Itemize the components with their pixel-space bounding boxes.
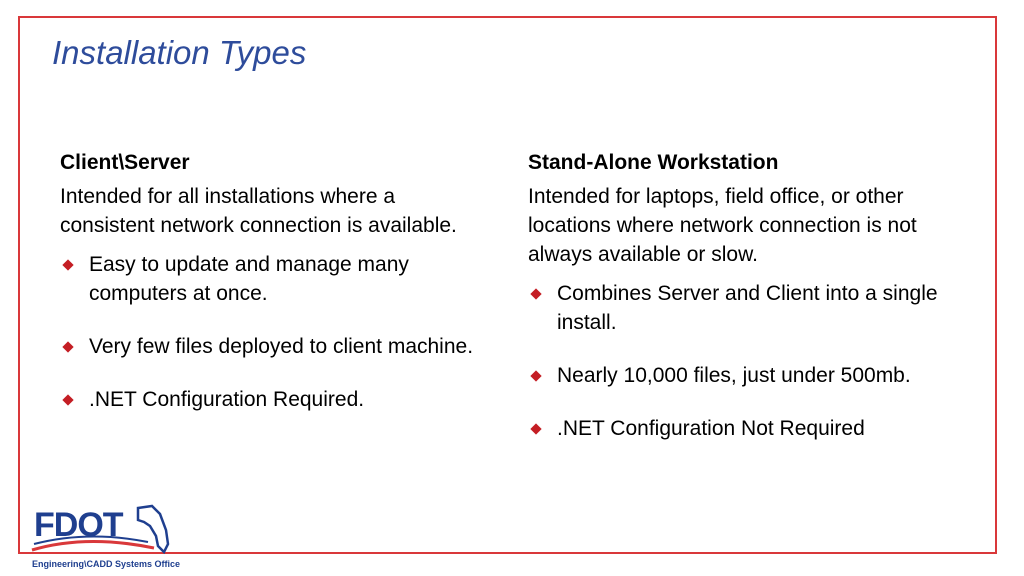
stand-alone-description: Intended for laptops, field office, or other locations where network connection is not always available or slow. [528,185,917,266]
slide-title: Installation Types [52,34,307,71]
bullet-text: Very few files deployed to client machine. [89,335,474,358]
bullet-text: Nearly 10,000 files, just under 500mb. [557,364,911,387]
list-item [528,414,968,443]
diamond-bullet-icon [62,341,73,352]
bullet-text: .NET Configuration Not Required [557,417,865,440]
bullet-text: Easy to update and manage many computers at once. [89,253,409,305]
diamond-bullet-icon [530,370,541,381]
list-item [528,361,968,390]
list-item [60,250,490,308]
client-server-bullets [60,250,490,414]
diamond-bullet-icon [530,288,541,299]
client-server-heading: Client\Server [60,151,190,174]
list-item [60,385,490,414]
diamond-bullet-icon [62,394,73,405]
list-item [60,332,490,361]
stand-alone-bullets [528,279,968,443]
diamond-bullet-icon [62,259,73,270]
client-server-description: Intended for all installations where a consistent network connection is available. [60,185,457,237]
stand-alone-heading: Stand-Alone Workstation [528,151,779,174]
fdot-logo-text: FDOT [34,506,123,544]
stand-alone-column [528,148,968,467]
bullet-text: Combines Server and Client into a single install. [557,282,938,334]
client-server-column [60,148,490,438]
footer-office-label: Engineering\CADD Systems Office [32,559,181,569]
list-item [528,279,968,337]
bullet-text: .NET Configuration Required. [89,388,365,411]
diamond-bullet-icon [530,423,541,434]
